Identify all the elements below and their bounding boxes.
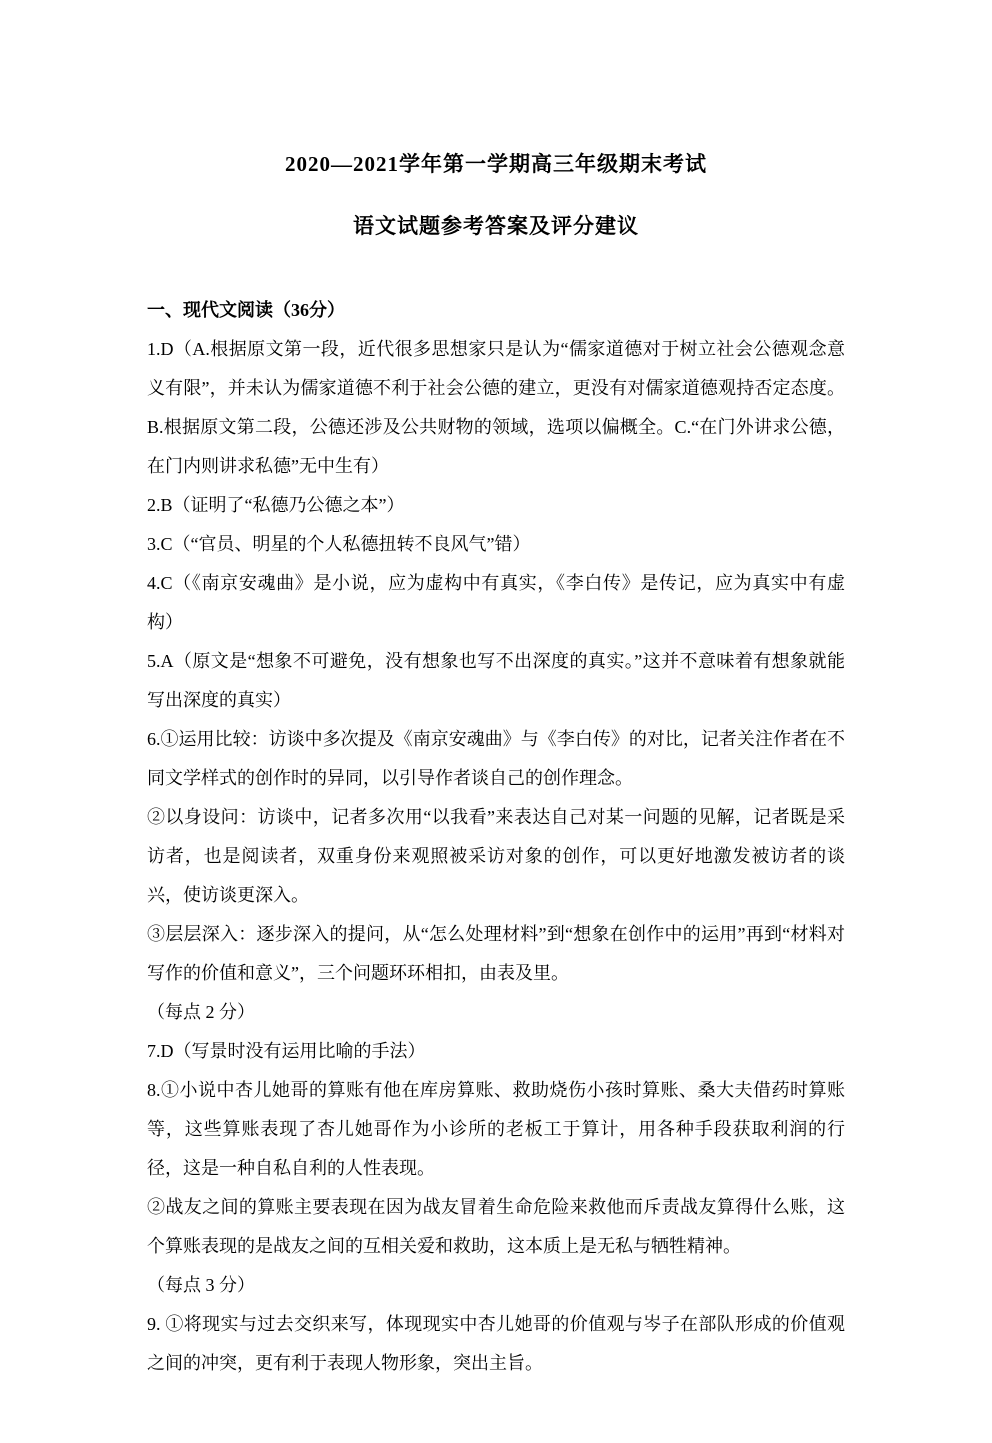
answer-paragraph-q7: 7.D（写景时没有运用比喻的手法） (147, 1041, 426, 1062)
answer-paragraph-q6-point2: ②以身设问：访谈中，记者多次用“以我看”来表达自己对某一问题的见解，记者既是采访者，也是阅读者，双重身份来观照被采访对象的创作，可以更好地激发被访者的谈兴，使访谈更深入。 (147, 807, 845, 906)
document-title-line2: 语文试题参考答案及评分建议 (353, 214, 639, 239)
answer-paragraph-q4: 4.C（《南京安魂曲》是小说，应为虚构中有真实，《李白传》是传记，应为真实中有虚构） (147, 573, 845, 633)
section-heading-modern-reading: 一、现代文阅读（36分） (147, 300, 345, 321)
answer-paragraph-q6-point1: 6.①运用比较：访谈中多次提及《南京安魂曲》与《李白传》的对比，记者关注作者在不同文学样式的创作时的异同，以引导作者谈自己的创作理念。 (147, 729, 845, 789)
score-note-q8: （每点 3 分） (147, 1275, 255, 1296)
answer-paragraph-q9-point1: 9. ①将现实与过去交织来写，体现现实中杏儿她哥的价值观与岑子在部队形成的价值观之间的冲突，更有利于表现人物形象，突出主旨。 (147, 1314, 845, 1374)
document-body (147, 291, 845, 1383)
answer-paragraph-q2: 2.B（证明了“私德乃公德之本”） (147, 495, 405, 516)
answer-paragraph-q6-point3: ③层层深入：逐步深入的提问，从“怎么处理材料”到“想象在创作中的运用”再到“材料对写作的价值和意义”，三个问题环环相扣，由表及里。 (147, 924, 845, 984)
answer-paragraph-q1: 1.D（A.根据原文第一段，近代很多思想家只是认为“儒家道德对于树立社会公德观念意义有限”，并未认为儒家道德不利于社会公德的建立，更没有对儒家道德观持否定态度。B.根据原文第二段，公德还涉及公共财物的领域，选项以偏概全。C.“在门外讲求公德，在门内则讲求私德”无中生有） (147, 339, 845, 477)
answer-paragraph-q5: 5.A（原文是“想象不可避免，没有想象也写不出深度的真实。”这并不意味着有想象就能写出深度的真实） (147, 651, 845, 711)
document-title-line1: 2020—2021学年第一学期高三年级期末考试 (285, 152, 707, 176)
answer-paragraph-q3: 3.C（“官员、明星的个人私德扭转不良风气”错） (147, 534, 531, 555)
answer-paragraph-q8-point1: 8.①小说中杏儿她哥的算账有他在库房算账、救助烧伤小孩时算账、桑大夫借药时算账等，这些算账表现了杏儿她哥作为小诊所的老板工于算计，用各种手段获取利润的行径，这是一种自私自利的人性表现。 (147, 1080, 845, 1179)
answer-paragraph-q8-point2: ②战友之间的算账主要表现在因为战友冒着生命危险来救他而斥责战友算得什么账，这个算账表现的是战友之间的互相关爱和救助，这本质上是无私与牺牲精神。 (147, 1197, 845, 1257)
score-note-q6: （每点 2 分） (147, 1002, 255, 1023)
